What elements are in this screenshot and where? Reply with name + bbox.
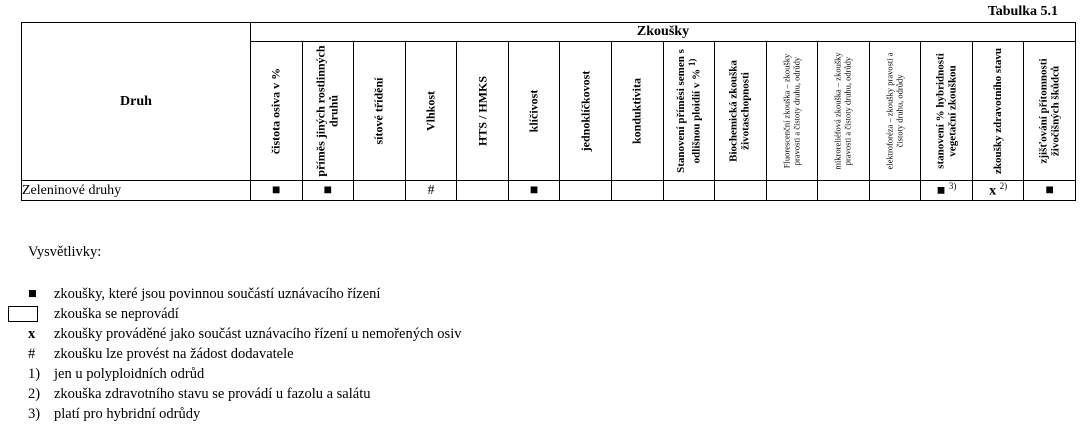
footnote-ref-2: 2) — [999, 181, 1008, 192]
table-cell: x $^{2)}$ — [972, 181, 1024, 201]
col-header-hybridnost: stanovení % hybridnosti vegetační zkouškou — [921, 42, 973, 181]
tests-table — [21, 22, 1076, 201]
footnote-ref-3: 3) — [948, 181, 957, 192]
table-cell: ■ — [1024, 181, 1076, 201]
col-header-cistota: čistota osiva v % — [251, 42, 303, 181]
col-header-mikroreliefova: mikroreliéfová zkouška – zkoušky pravosti a čistoty druhu, odrůdy — [818, 42, 870, 181]
druh-header: Druh — [22, 23, 251, 181]
table-cell — [715, 181, 767, 201]
table-title: Tabulka 5.1 — [987, 4, 1058, 19]
col-header-klicivost: klíčivost — [508, 42, 560, 181]
legend-item: 2) zkouška zdravotního stavu se provádí u fazolu a salátu — [28, 386, 371, 402]
table-cell — [818, 181, 870, 201]
col-header-konduktivita: konduktivita — [611, 42, 663, 181]
table-cell — [611, 181, 663, 201]
table-cell — [663, 181, 715, 201]
col-header-elektroforeza: elektroforéza – zkoušky pravosti a čistoty druhu, odrůdy — [869, 42, 921, 181]
legend-heading: Vysvětlivky: — [28, 244, 102, 260]
footnote-3: 3) — [28, 406, 41, 422]
row-label: Zeleninové druhy — [22, 181, 251, 201]
col-header-primes: příměs jiných rostlinných druhů — [302, 42, 354, 181]
legend-item: ■ zkoušky, které jsou povinnou součástí uznávacího řízení — [28, 286, 381, 302]
table-row — [22, 181, 1076, 201]
table-cell: ■ — [508, 181, 560, 201]
table-cell — [560, 181, 612, 201]
table-cell: # — [405, 181, 457, 201]
table-cell — [354, 181, 406, 201]
legend-item: 3) platí pro hybridní odrůdy — [28, 406, 201, 422]
empty-box-icon — [8, 306, 38, 322]
col-header-zdravotni: zkoušky zdravotního stavu — [972, 42, 1024, 181]
col-header-fluorescencni: Fluorescenční zkouška – zkoušky pravosti a čistoty druhu, odrůdy — [766, 42, 818, 181]
col-header-sitove: sítové třídění — [354, 42, 406, 181]
col-header-jednoklickovost: jednoklíčkovost — [560, 42, 612, 181]
x-symbol: x — [28, 326, 36, 342]
legend-item: x zkoušky prováděné jako součást uznávacího řízení u nemořených osiv — [28, 326, 462, 342]
footnote-2: 2) — [28, 386, 41, 402]
col-header-vlhkost: Vlhkost — [405, 42, 457, 181]
legend-item: # zkoušku lze provést na žádost dodavatele — [28, 346, 294, 362]
legend-item: 1) jen u polyploidních odrůd — [28, 366, 205, 382]
table-cell: ■ $^{3)}$ — [921, 181, 973, 201]
table-cell: ■ — [251, 181, 303, 201]
col-header-hts: HTS / HMKS — [457, 42, 509, 181]
col-header-ploidie: Stanovení příměsi semen s odlišnou ploidií v % $^{1)}$ — [663, 42, 715, 181]
zkousky-header: Zkoušky — [251, 23, 1076, 42]
table-cell — [457, 181, 509, 201]
table-cell: ■ — [302, 181, 354, 201]
footnote-1: 1) — [28, 366, 41, 382]
legend-item: zkouška se neprovádí — [28, 304, 461, 324]
table-cell — [766, 181, 818, 201]
hash-symbol: # — [28, 346, 36, 362]
legend — [28, 244, 461, 424]
footnote-ref-1: 1) — [686, 58, 697, 67]
col-header-skudci: zjišťování přítomnosti živočišných škůdců — [1024, 42, 1076, 181]
col-header-biochemicka: Biochemická zkouška životaschopnosti — [715, 42, 767, 181]
table-cell — [869, 181, 921, 201]
filled-square-icon: ■ — [28, 286, 37, 302]
